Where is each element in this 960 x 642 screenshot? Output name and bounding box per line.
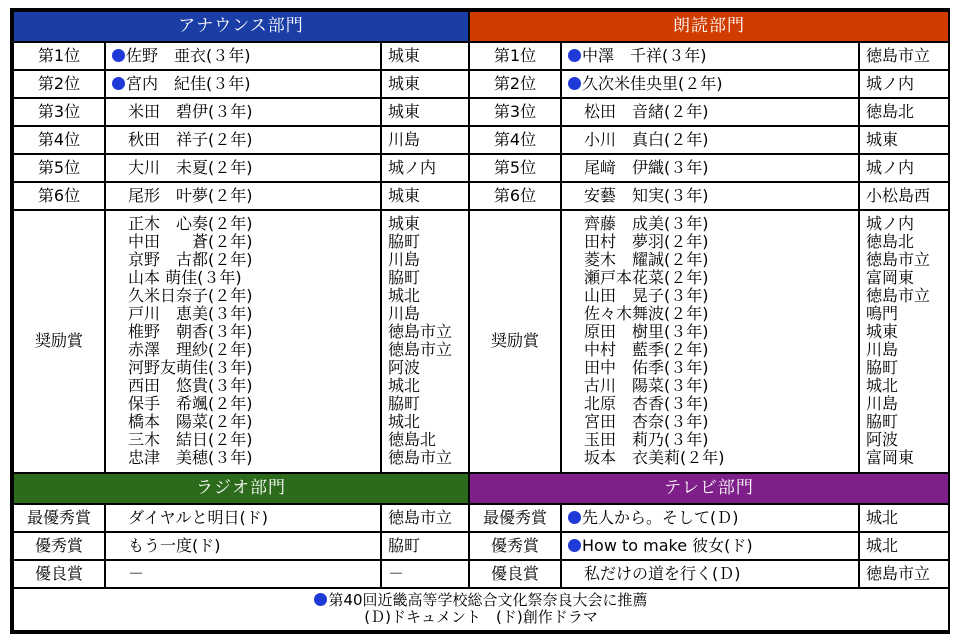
announce-name: 尾形 叶夢(２年) — [105, 182, 381, 210]
recommend-dot-icon — [568, 511, 581, 524]
award-row — [13, 210, 949, 472]
reading-name-cell — [561, 70, 859, 98]
list-item: 城北 — [388, 286, 421, 306]
announce-name: 秋田 祥子(２年) — [105, 126, 381, 154]
list-item: 富岡東 — [866, 268, 915, 288]
tv-school: 城北 — [859, 532, 949, 560]
list-item: 徳島市立 — [866, 250, 931, 270]
table-row — [13, 154, 949, 182]
table-row — [13, 504, 949, 532]
announce-award-names — [105, 210, 381, 472]
recommend-dot-icon — [314, 593, 327, 606]
reading-award-names — [561, 210, 859, 472]
list-item: 富岡東 — [866, 448, 915, 468]
announce-rank: 第5位 — [13, 154, 105, 182]
list-item: 佐々木舞波(２年) — [584, 304, 709, 324]
list-item: 川島 — [866, 394, 899, 414]
list-item: 赤澤 理紗(２年) — [128, 340, 253, 360]
list-item: 戸川 恵美(３年) — [128, 304, 253, 324]
list-item: 古川 陽菜(３年) — [584, 376, 709, 396]
reading-award-schools — [859, 210, 949, 472]
announce-school: 城東 — [381, 70, 469, 98]
reading-name: 安藝 知実(３年) — [561, 182, 859, 210]
results-board — [10, 8, 950, 634]
list-item: 阿波 — [866, 430, 899, 450]
list-item: 徳島北 — [388, 430, 437, 450]
footer-note — [13, 588, 949, 631]
recommend-dot-icon — [568, 539, 581, 552]
list-item: 三木 結日(２年) — [128, 430, 253, 450]
reading-rank: 第2位 — [469, 70, 561, 98]
list-item: 原田 樹里(３年) — [584, 322, 709, 342]
list-item: 徳島市立 — [866, 286, 931, 306]
reading-name: 松田 音緒(２年) — [561, 98, 859, 126]
list-item: 菱木 耀誠(２年) — [584, 250, 709, 270]
list-item: 田中 佑季(３年) — [584, 358, 709, 378]
reading-rank: 第4位 — [469, 126, 561, 154]
list-item: 中田 蒼(２年) — [128, 232, 253, 252]
list-item: 田村 夢羽(２年) — [584, 232, 709, 252]
list-item: 玉田 莉乃(３年) — [584, 430, 709, 450]
recommend-dot-icon — [568, 77, 581, 90]
list-item: 脇町 — [388, 268, 421, 288]
table-row — [13, 42, 949, 70]
reading-name: 小川 真白(２年) — [561, 126, 859, 154]
announce-school: 城東 — [381, 182, 469, 210]
list-item: 山本 萌佳(３年) — [128, 268, 242, 288]
radio-school: 徳島市立 — [381, 504, 469, 532]
radio-school: 脇町 — [381, 532, 469, 560]
announce-rank: 第2位 — [13, 70, 105, 98]
tv-title: 先人から。そして(Ｄ) — [582, 507, 739, 527]
list-item: 山田 晃子(３年) — [584, 286, 709, 306]
reading-school: 城ノ内 — [859, 70, 949, 98]
list-item: 中村 藍季(２年) — [584, 340, 709, 360]
tv-school: 城北 — [859, 504, 949, 532]
list-item: 脇町 — [388, 394, 421, 414]
table-row — [13, 126, 949, 154]
reading-rank: 第3位 — [469, 98, 561, 126]
announce-name: 大川 未夏(２年) — [105, 154, 381, 182]
list-item: 西田 悠貴(３年) — [128, 376, 253, 396]
list-item: 川島 — [866, 340, 899, 360]
announce-rank: 第6位 — [13, 182, 105, 210]
list-item: 京野 古都(２年) — [128, 250, 253, 270]
list-item: 脇町 — [866, 358, 899, 378]
reading-school: 小松島西 — [859, 182, 949, 210]
footer-line-recommend: 第40回近畿高等学校総合文化祭奈良大会に推薦 — [20, 592, 942, 609]
list-item: 徳島北 — [866, 232, 915, 252]
reading-name: 久次米佳央里(２年) — [582, 74, 723, 94]
list-item: 齊藤 成美(３年) — [584, 214, 709, 234]
announce-rank: 第4位 — [13, 126, 105, 154]
list-item: 正木 心奏(２年) — [128, 214, 253, 234]
reading-name-cell — [561, 42, 859, 70]
table-row — [13, 182, 949, 210]
radio-rank: 優良賞 — [13, 560, 105, 588]
list-item: 保手 希颯(２年) — [128, 394, 253, 414]
reading-rank: 第1位 — [469, 42, 561, 70]
reading-school: 徳島北 — [859, 98, 949, 126]
tv-rank: 優良賞 — [469, 560, 561, 588]
tv-title: 私だけの道を行く(Ｄ) — [561, 560, 859, 588]
announce-school: 城東 — [381, 42, 469, 70]
list-item: 城北 — [388, 376, 421, 396]
list-item: 徳島市立 — [388, 322, 453, 342]
announce-name: 宮内 紀佳(３年) — [126, 74, 251, 94]
tv-school: 徳島市立 — [859, 560, 949, 588]
table-row — [13, 560, 949, 588]
recommend-dot-icon — [568, 49, 581, 62]
list-item: 城東 — [388, 214, 421, 234]
reading-rank: 第6位 — [469, 182, 561, 210]
reading-name: 尾﨑 伊織(３年) — [561, 154, 859, 182]
reading-name: 中澤 千祥(３年) — [582, 46, 707, 66]
radio-header: ラジオ部門 — [13, 473, 469, 504]
announce-name: 米田 碧伊(３年) — [105, 98, 381, 126]
reading-award-label: 奨励賞 — [469, 210, 561, 472]
list-item: 脇町 — [866, 412, 899, 432]
announce-name-cell — [105, 42, 381, 70]
list-item: 北原 杏香(３年) — [584, 394, 709, 414]
list-item: 宮田 杏奈(３年) — [584, 412, 709, 432]
tv-rank: 最優秀賞 — [469, 504, 561, 532]
list-item: 城北 — [388, 412, 421, 432]
list-item: 椎野 朝香(３年) — [128, 322, 253, 342]
list-item: 久米日奈子(２年) — [128, 286, 253, 306]
list-item: 川島 — [388, 304, 421, 324]
announce-award-label: 奨励賞 — [13, 210, 105, 472]
list-item: 川島 — [388, 250, 421, 270]
list-item: 阿波 — [388, 358, 421, 378]
radio-school: － — [381, 560, 469, 588]
list-item: 瀬戸本花菜(２年) — [584, 268, 709, 288]
results-table — [12, 10, 950, 632]
table-row — [13, 70, 949, 98]
tv-title-cell — [561, 504, 859, 532]
radio-rank: 優秀賞 — [13, 532, 105, 560]
recommend-dot-icon — [112, 77, 125, 90]
list-item: 城東 — [866, 322, 899, 342]
reading-school: 徳島市立 — [859, 42, 949, 70]
list-item: 鳴門 — [866, 304, 899, 324]
reading-school: 城ノ内 — [859, 154, 949, 182]
announce-rank: 第1位 — [13, 42, 105, 70]
list-item: 徳島市立 — [388, 448, 453, 468]
radio-title: ダイヤルと明日(ド) — [105, 504, 381, 532]
list-item: 徳島市立 — [388, 340, 453, 360]
radio-title: － — [105, 560, 381, 588]
announce-school: 城東 — [381, 98, 469, 126]
reading-rank: 第5位 — [469, 154, 561, 182]
announce-school: 城ノ内 — [381, 154, 469, 182]
table-row — [13, 532, 949, 560]
radio-title: もう一度(ド) — [105, 532, 381, 560]
tv-rank: 優秀賞 — [469, 532, 561, 560]
recommend-dot-icon — [112, 49, 125, 62]
announce-school: 川島 — [381, 126, 469, 154]
announce-rank: 第3位 — [13, 98, 105, 126]
announce-header: アナウンス部門 — [13, 11, 469, 42]
reading-header: 朗読部門 — [469, 11, 949, 42]
radio-rank: 最優秀賞 — [13, 504, 105, 532]
list-item: 坂本 衣美莉(２年) — [584, 448, 725, 468]
list-item: 脇町 — [388, 232, 421, 252]
list-item: 城北 — [866, 376, 899, 396]
table-row — [13, 98, 949, 126]
tv-title: How to make 彼女(ド) — [582, 535, 753, 555]
tv-header: テレビ部門 — [469, 473, 949, 504]
list-item: 忠津 美穂(３年) — [128, 448, 253, 468]
reading-school: 城東 — [859, 126, 949, 154]
announce-name: 佐野 亜衣(３年) — [126, 46, 251, 66]
footer-line-legend: (Ｄ)ドキュメント (ド)創作ドラマ — [364, 608, 598, 627]
list-item: 橋本 陽菜(２年) — [128, 412, 253, 432]
announce-award-schools — [381, 210, 469, 472]
list-item: 城ノ内 — [866, 214, 915, 234]
announce-name-cell — [105, 70, 381, 98]
tv-title-cell — [561, 532, 859, 560]
list-item: 河野友萌佳(３年) — [128, 358, 253, 378]
